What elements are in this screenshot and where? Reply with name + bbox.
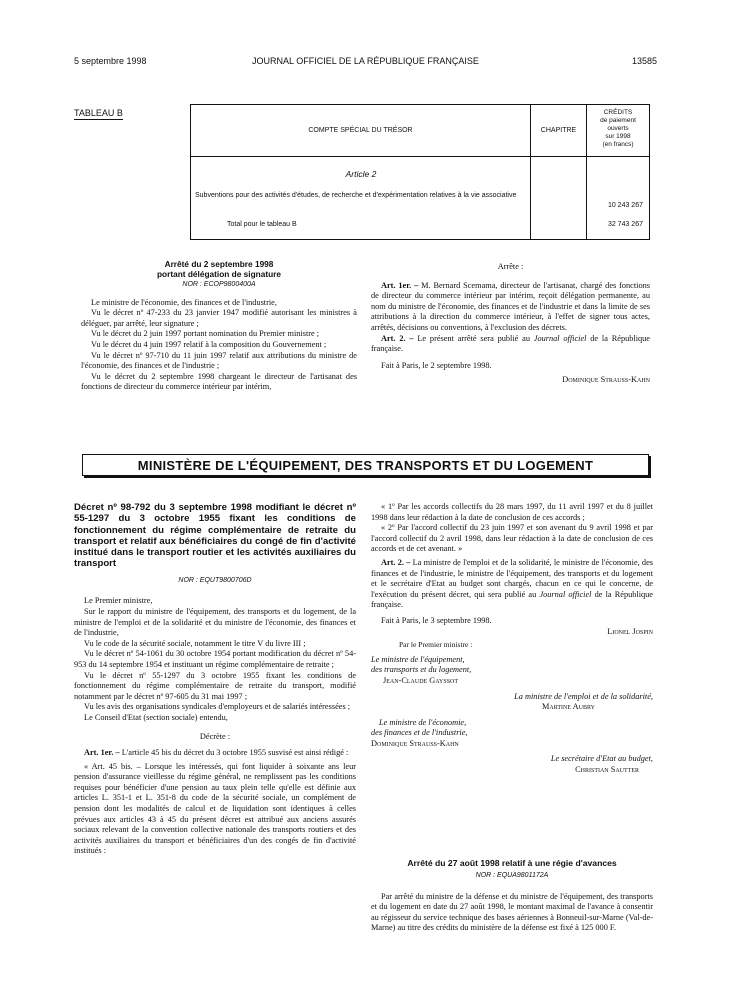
signature: Dominique Strauss-Kahn bbox=[562, 375, 650, 385]
paragraph: Le ministre de l'économie, des finances et de l'industrie, bbox=[91, 297, 277, 307]
paragraph: Vu le décret nº 47-233 du 23 janvier 1947 modifié autorisant les ministres à déléguer, par arrêté, leur signature ; bbox=[81, 308, 357, 328]
paragraph: Vu les avis des organisations syndicales d'employeurs et de salariés intéressées ; bbox=[84, 702, 351, 712]
signatory-name: Martine Aubry bbox=[542, 702, 595, 712]
header-date: 5 septembre 1998 bbox=[74, 56, 147, 66]
arrete1-title-line: portant délégation de signature bbox=[156, 269, 281, 279]
article-label: Art. 1er. – bbox=[381, 280, 419, 290]
paragraph: Vu le décret nº 55-1297 du 3 octobre 1955 fixant les conditions de fonctionnement du régime complémentaire de retraite du transport, modifié notamment par le décret nº 97-605 du 31 mai 1997 ; bbox=[74, 670, 356, 701]
signatory-name: Jean-Claude Gayssot bbox=[383, 675, 459, 685]
arrete1-title bbox=[81, 259, 357, 279]
paragraph: Vu le décret du 2 juin 1997 portant nomination du Premier ministre ; bbox=[91, 329, 320, 339]
article-text: La ministre de l'emploi et de la solidarité, le ministre de l'économie, des finances et de l'industrie, le ministre de l'équipement, des transports et du logement et le secrétaire d'Etat au budget sont chargés, chacun en ce qui le concerne, de l'exécution du présent décret, qui sera publié au bbox=[371, 557, 653, 599]
table-article-heading: Article 2 bbox=[345, 169, 377, 179]
table-b bbox=[190, 104, 650, 240]
signatory-title: des finances et de l'industrie, bbox=[371, 728, 468, 738]
signatory-title: La ministre de l'emploi et de la solidarité, bbox=[514, 691, 653, 701]
journal-officiel-ref: Journal officiel bbox=[539, 589, 592, 599]
article-text: M. Bernard Scemama, directeur de l'artisanat, chargé des fonctions de directeur du commerce intérieur par intérim, reçoit délégation permanente, au nom du ministre de l'économie, des finances et de l'industrie et dans la limite de ses attributions à la direction du commerce intérieur, à l'effet de signer tous actes, arrêtés, décisions ou conventions, à l'exclusion des décrets. bbox=[371, 280, 650, 332]
paragraph: Le Conseil d'Etat (section sociale) entendu, bbox=[84, 712, 228, 722]
article-1 bbox=[74, 748, 356, 759]
paragraph: « 2º Par l'accord collectif du 23 juin 1997 et son avenant du 9 avril 1998 et par l'accord collectif du 2 avril 1998, dans leur rédaction à la date de conclusion de ces accords et de cet avenant. » bbox=[371, 523, 653, 554]
paragraph: Le Premier ministre, bbox=[84, 596, 153, 606]
paragraph: « 1º Par les accords collectifs du 28 mars 1997, du 11 avril 1997 et du 8 juillet 1998 dans leur rédaction à la date de conclusion de ces accords ; bbox=[371, 502, 653, 522]
header-page-number: 13585 bbox=[631, 56, 657, 66]
arrete1-left-column bbox=[81, 259, 357, 393]
table-total-amount: 32 743 267 bbox=[607, 221, 643, 228]
decret-left-column bbox=[74, 502, 356, 857]
article-label: Art. 1er. – bbox=[84, 748, 120, 758]
fait-line: Fait à Paris, le 2 septembre 1998. bbox=[381, 360, 492, 370]
par-premier-ministre: Par le Premier ministre : bbox=[399, 640, 473, 650]
paragraph: Vu le décret du 2 septembre 1998 chargeant le directeur de l'artisanat des fonctions de directeur du commerce intérieur par intérim, bbox=[81, 371, 357, 392]
signatory-title: Le ministre de l'équipement, bbox=[371, 654, 465, 664]
table-b-label: TABLEAU B bbox=[74, 108, 123, 118]
signature-premier-ministre: Lionel Jospin bbox=[607, 626, 653, 636]
table-divider bbox=[586, 157, 587, 240]
decret-nor: NOR : EQUT9800706D bbox=[178, 576, 252, 584]
article-2 bbox=[371, 558, 653, 611]
decrete-label: Décrète : bbox=[199, 731, 231, 741]
table-header-credits bbox=[587, 105, 649, 157]
paragraph: Vu le décret nº 97-710 du 11 juin 1997 relatif aux attributions du ministre de l'économie, des finances et de l'industrie ; bbox=[81, 350, 357, 371]
credits-line: (en francs) bbox=[602, 141, 634, 148]
decret-right-column bbox=[371, 502, 653, 776]
arrete1-nor: NOR : ECOP9800400A bbox=[182, 281, 256, 288]
article-label: Art. 2. – bbox=[381, 333, 414, 343]
signatory-title: des transports et du logement, bbox=[371, 665, 472, 675]
arrete-label: Arrête : bbox=[497, 262, 524, 271]
article-text: L'article 45 bis du décret du 3 octobre 1955 susvisé est ainsi rédigé : bbox=[119, 748, 349, 758]
header-journal-title: JOURNAL OFFICIEL DE LA RÉPUBLIQUE FRANÇAISE bbox=[252, 56, 479, 66]
credits-line: CRÉDITS bbox=[603, 109, 633, 116]
paragraph: Par arrêté du ministre de la défense et du ministre de l'équipement, des transports et du logement en date du 27 août 1998, le montant maximal de l'avance à consentir au régisseur du service technique des bases aériennes à Bonneuil-sur-Marne (Val-de-Marne) au titre des crédits du ministère de la défense est fixé à 125 000 F. bbox=[371, 891, 653, 933]
table-total-label: Total pour le tableau B bbox=[227, 221, 297, 228]
ministry-banner: MINISTÈRE DE L'ÉQUIPEMENT, DES TRANSPORTS ET DU LOGEMENT bbox=[82, 454, 649, 476]
article-label: Art. 2. – bbox=[381, 557, 411, 567]
paragraph: Sur le rapport du ministre de l'équipement, des transports et du logement, de la ministre de l'emploi et de la solidarité et du ministre de l'économie, des finances et de l'industrie, bbox=[74, 606, 356, 638]
table-header-chapitre: CHAPITRE bbox=[531, 105, 587, 157]
table-header-compte: COMPTE SPÉCIAL DU TRÉSOR bbox=[191, 105, 531, 157]
paragraph: Vu le décret du 4 juin 1997 relatif à la composition du Gouvernement ; bbox=[91, 339, 327, 349]
credits-line: sur 1998 bbox=[605, 133, 631, 140]
paragraph: Vu le décret nº 54-1061 du 30 octobre 1954 portant modification du décret nº 54-953 du 14 septembre 1954 et instituant un régime complémentaire de retraite ; bbox=[74, 649, 356, 669]
fait-line: Fait à Paris, le 3 septembre 1998. bbox=[381, 615, 492, 625]
article-text: de la République française. bbox=[371, 589, 653, 610]
signatory-title: Le secrétaire d'Etat au budget, bbox=[550, 754, 653, 764]
table-row-label: Subventions pour des activités d'études, de recherche et d'expérimentation relatives à la vie associative bbox=[195, 192, 517, 199]
credits-line: de paiement bbox=[600, 117, 636, 124]
arrete1-title-line: Arrêté du 2 septembre 1998 bbox=[164, 259, 274, 269]
decret-title: Décret nº 98-792 du 3 septembre 1998 modifiant le décret nº 55-1297 du 3 octobre 1955 fixant les conditions de fonctionnement du régime complémentaire de retraite du transport et relatif aux bénéficiaires du congé de fin d'activité institué dans le transport routier et les activités auxiliaires du transport bbox=[74, 502, 356, 570]
article-text: Le présent arrêté sera publié au bbox=[413, 333, 534, 343]
journal-officiel-ref: Journal officiel bbox=[533, 333, 587, 343]
article-1 bbox=[371, 281, 650, 334]
signatory-name: Dominique Strauss-Kahn bbox=[371, 738, 459, 748]
arrete1-right-column bbox=[371, 262, 650, 386]
article-2 bbox=[371, 334, 650, 355]
signatory-title: Le ministre de l'économie, bbox=[379, 717, 467, 727]
article-45-bis: « Art. 45 bis. – Lorsque les intéressés, qui font liquider à soixante ans leur pension d'assurance vieillesse du régime général, ne remplissent pas les conditions requises pour bénéficier d'une pension au taux plein telle qu'elle est définie aux articles L. 351-1 et L. 351-8 du code de la sécurité sociale, un complément de pension dont les modalités de calcul et de liquidation sont identiques à celles prévues aux articles 43 à 45 du présent décret est attribué aux anciens assurés sociaux relevant de la convention collective nationale des transports routiers et des activités auxiliaires du transport et bénéficiaires d'un des congés de fin d'activité institués : bbox=[74, 761, 356, 856]
arrete2-nor: NOR : EQUA9801172A bbox=[475, 872, 549, 879]
arrete2-block bbox=[371, 858, 653, 934]
paragraph: Vu le code de la sécurité sociale, notamment le titre V du livre III ; bbox=[84, 638, 306, 648]
signatory-name: Christian Sautter bbox=[575, 765, 639, 775]
arrete2-title: Arrêté du 27 août 1998 relatif à une régie d'avances bbox=[407, 858, 617, 868]
table-row-amount: 10 243 267 bbox=[607, 202, 643, 209]
credits-line: ouverts bbox=[607, 125, 629, 132]
article-text: de la République française. bbox=[371, 333, 650, 354]
